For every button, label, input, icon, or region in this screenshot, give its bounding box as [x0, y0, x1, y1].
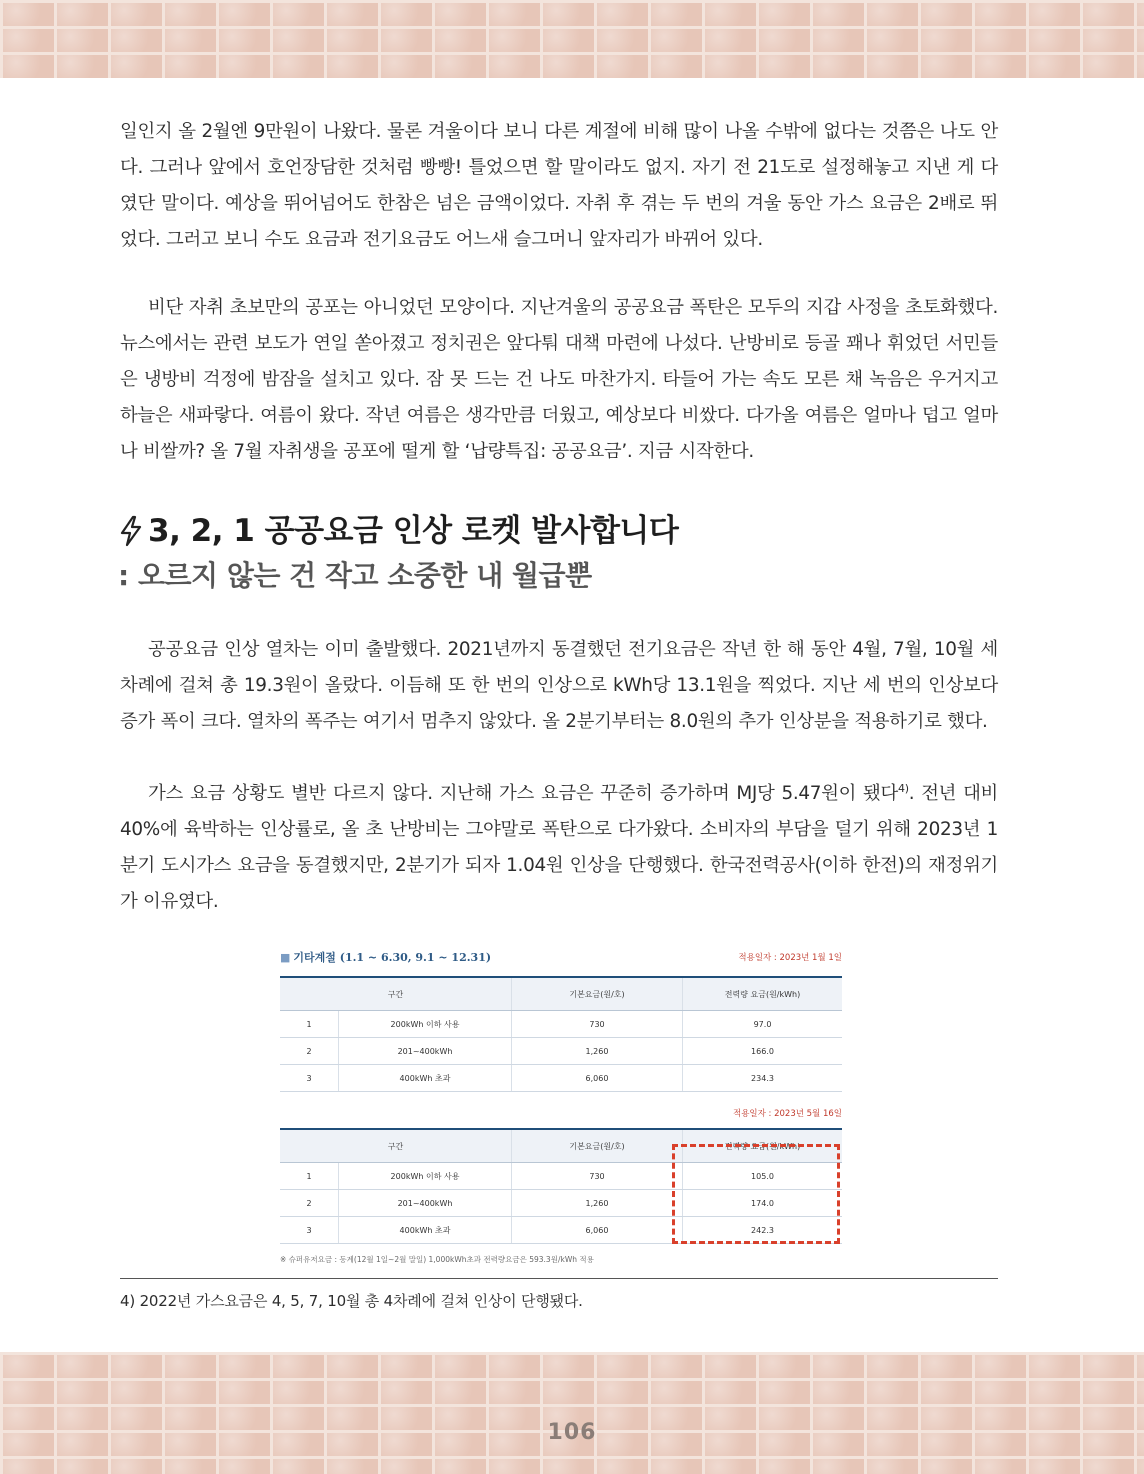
table-cell: 2	[280, 1190, 339, 1217]
paragraph-4	[120, 776, 998, 920]
square-bullet-icon: ■	[280, 951, 291, 964]
table-cell: 201~400kWh	[339, 1190, 512, 1217]
col-header-energy-fee: 전력량 요금(원/kWh)	[683, 977, 843, 1011]
table-row	[280, 1163, 842, 1190]
paragraph-3: 공공요금 인상 열차는 이미 출발했다. 2021년까지 동결했던 전기요금은 작년 한 해 동안 4월, 7월, 10월 세 차례에 걸쳐 총 19.3원이 올랐다. 이듬해 또 한 번의 인상으로 kWh당 13.1원을 찍었다. 지난 세 번의 인상보다 증가 폭이 크다. 열차의 폭주는 여기서 멈추지 않았다. 올 2분기부터는 8.0원의 추가 인상분을 적용하기로 했다.	[120, 639, 998, 732]
table-cell: 200kWh 이하 사용	[339, 1011, 512, 1038]
table-cell: 1,260	[512, 1038, 683, 1065]
table-row	[280, 1038, 842, 1065]
table-cell: 400kWh 초과	[339, 1217, 512, 1244]
table2-header	[280, 1102, 842, 1124]
table-note: ※ 슈퍼유저요금 : 동계(12월 1일~2월 말일) 1,000kWh초과 전력량요금은 593.3원/kWh 적용	[280, 1255, 594, 1264]
table-cell: 400kWh 초과	[339, 1065, 512, 1092]
table1-header	[280, 946, 842, 968]
table-row	[280, 1011, 842, 1038]
table2-wrapper	[280, 1128, 842, 1244]
col-header-range: 구간	[280, 1129, 512, 1163]
col-header-base-fee: 기본요금(원/호)	[512, 977, 683, 1011]
page-number: 106	[547, 1420, 597, 1445]
table-header-row	[280, 1129, 842, 1163]
section-title: 3, 2, 1 공공요금 인상 로켓 발사합니다	[148, 513, 679, 549]
footnote-ref[interactable]: 4)	[898, 781, 909, 795]
footnote: 4) 2022년 가스요금은 4, 5, 7, 10월 총 4차례에 걸쳐 인상이 단행됐다.	[120, 1292, 583, 1310]
paragraph-4-text-b: . 전년 대비 40%에 육박하는 인상률로, 올 초 난방비는 그야말로 폭탄으로 다가왔다. 소비자의 부담을 덜기 위해 2023년 1분기 도시가스 요금을 동결했지만, 2분기가 되자 1.04원 인상을 단행했다. 한국전력공사(이하 한전)의 재정위기가 이유였다.	[120, 783, 999, 912]
table-cell: 105.0	[683, 1163, 843, 1190]
table2-applied-date: 적용일자 : 2023년 5월 16일	[732, 1109, 842, 1119]
table-cell: 1	[280, 1011, 339, 1038]
table-cell: 730	[512, 1163, 683, 1190]
brick-wall-header	[0, 0, 1144, 78]
paragraph-4-text-a: 가스 요금 상황도 별반 다르지 않다. 지난해 가스 요금은 꾸준히 증가하며 MJ당 5.47원이 됐다	[148, 783, 899, 804]
table-cell: 3	[280, 1217, 339, 1244]
footnote-divider	[120, 1278, 998, 1279]
table-cell: 3	[280, 1065, 339, 1092]
paragraph-2: 비단 자취 초보만의 공포는 아니었던 모양이다. 지난겨울의 공공요금 폭탄은 모두의 지갑 사정을 초토화했다. 뉴스에서는 관련 보도가 연일 쏟아졌고 정치권은 앞다퉈 대책 마련에 나섰다. 난방비로 등골 꽤나 휘었던 서민들은 냉방비 걱정에 밤잠을 설치고 있다. 잠 못 드는 건 나도 마찬가지. 타들어 가는 속도 모른 채 녹음은 우거지고 하늘은 새파랗다. 여름이 왔다. 작년 여름은 생각만큼 더웠고, 예상보다 비쌌다. 다가올 여름은 얼마나 덥고 얼마나 비쌀까? 올 7월 자취생을 공포에 떨게 할 ‘납량특집: 공공요금’. 지금 시작한다.	[120, 297, 998, 462]
section-subtitle: : 오르지 않는 건 작고 소중한 내 월급뿐	[118, 559, 592, 592]
season-label: ■ 기타계절 (1.1 ~ 6.30, 9.1 ~ 12.31)	[280, 951, 492, 964]
table1-applied-date: 적용일자 : 2023년 1월 1일	[738, 953, 842, 963]
table-cell: 6,060	[512, 1065, 683, 1092]
table-cell: 166.0	[683, 1038, 843, 1065]
table-row	[280, 1217, 842, 1244]
table-row	[280, 1190, 842, 1217]
table-cell: 97.0	[683, 1011, 843, 1038]
table-cell: 730	[512, 1011, 683, 1038]
table-cell: 200kWh 이하 사용	[339, 1163, 512, 1190]
table-row	[280, 1065, 842, 1092]
table-cell: 1	[280, 1163, 339, 1190]
table-cell: 174.0	[683, 1190, 843, 1217]
paragraph-1: 일인지 올 2월엔 9만원이 나왔다. 물론 겨울이다 보니 다른 계절에 비해 많이 나올 수밖에 없다는 것쯤은 나도 안다. 그러나 앞에서 호언장담한 것처럼 빵빵! 틀었으면 할 말이라도 없지. 자기 전 21도로 설정해놓고 지낸 게 다였단 말이다. 예상을 뛰어넘어도 한참은 넘은 금액이었다. 자취 후 겪는 두 번의 겨울 동안 가스 요금은 2배로 뛰었다. 그러고 보니 수도 요금과 전기요금도 어느새 슬그머니 앞자리가 바뀌어 있다.	[120, 121, 998, 250]
section-title-row	[118, 508, 998, 554]
table-cell: 201~400kWh	[339, 1038, 512, 1065]
col-header-base-fee: 기본요금(원/호)	[512, 1129, 683, 1163]
table-cell: 242.3	[683, 1217, 843, 1244]
table-cell: 6,060	[512, 1217, 683, 1244]
col-header-energy-fee: 전력량 요금(원/kWh)	[683, 1129, 843, 1163]
brick-wall-footer	[0, 1352, 1144, 1474]
rate-table-jan	[280, 976, 842, 1092]
electricity-rate-tables	[280, 946, 842, 1265]
section-heading	[118, 508, 998, 598]
table-cell: 2	[280, 1038, 339, 1065]
table-cell: 1,260	[512, 1190, 683, 1217]
table-cell: 234.3	[683, 1065, 843, 1092]
col-header-range: 구간	[280, 977, 512, 1011]
table-header-row	[280, 977, 842, 1011]
lightning-icon	[118, 515, 144, 547]
rate-table-may	[280, 1128, 842, 1244]
